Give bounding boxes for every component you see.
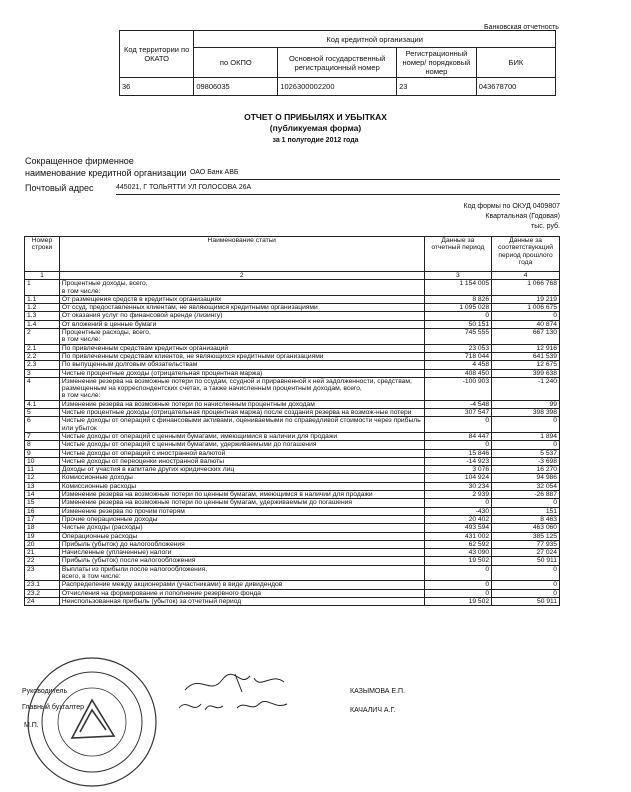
income-statement-table [24, 236, 560, 606]
row-name: Доходы от участия в капитале других юридических лиц [59, 466, 424, 474]
row-current-value: 15 846 [424, 449, 492, 457]
row-number: 15 [25, 499, 60, 507]
row-name: Чистые процентные доходы (отрицательная процентная маржа) [59, 369, 424, 377]
row-number: 2.2 [25, 352, 60, 360]
row-current-value: 3 076 [424, 466, 492, 474]
row-number: 18 [25, 524, 60, 532]
row-previous-value: 94 986 [492, 474, 560, 482]
row-name: По привлеченным средствам клиентов, не являющихся кредитными организациями [59, 352, 424, 360]
row-number: 24 [25, 597, 60, 605]
row-current-value: 19 502 [424, 557, 492, 565]
okud-code: Код формы по ОКУД 0409807 [463, 203, 560, 210]
row-previous-value: 16 270 [492, 466, 560, 474]
row-number: 19 [25, 532, 60, 540]
table-row [25, 466, 560, 474]
row-name: Чистые процентные доходы (отрицательная процентная маржа) после создания резерва на возмож-ные потери [59, 409, 424, 417]
row-current-value: 50 151 [424, 320, 492, 328]
row-current-value: 0 [424, 581, 492, 589]
row-name: Процентные расходы, всего, в том числе: [59, 329, 424, 345]
table-row [25, 377, 560, 400]
row-number: 22 [25, 557, 60, 565]
row-current-value: 1 154 005 [424, 280, 492, 296]
table-row [25, 320, 560, 328]
table-row [25, 491, 560, 499]
row-number: 2.3 [25, 361, 60, 369]
row-previous-value: 641 539 [492, 352, 560, 360]
row-current-value: 408 450 [424, 369, 492, 377]
ogrn-value: 1026300002200 [278, 78, 397, 96]
row-previous-value: 385 125 [492, 532, 560, 540]
row-previous-value: 99 [492, 400, 560, 408]
row-previous-value: 0 [492, 581, 560, 589]
row-current-value: 19 502 [424, 597, 492, 605]
row-number: 1 [25, 280, 60, 296]
col-header-number: Номер строки [25, 237, 60, 272]
table-row [25, 457, 560, 465]
table-row [25, 597, 560, 605]
row-number: 7 [25, 432, 60, 440]
col-num-1: 1 [25, 272, 60, 280]
table-row [25, 304, 560, 312]
table-row [25, 532, 560, 540]
row-previous-value: 50 911 [492, 597, 560, 605]
row-current-value: 4 458 [424, 361, 492, 369]
row-number: 14 [25, 491, 60, 499]
row-name: Чистые доходы от операций с иностранной валютой [59, 449, 424, 457]
head-label: Руководитель [22, 688, 68, 695]
row-number: 1.2 [25, 304, 60, 312]
table-row [25, 557, 560, 565]
row-previous-value: 463 060 [492, 524, 560, 532]
row-name: Прибыль (убыток) до налогообложения [59, 540, 424, 548]
row-number: 1.1 [25, 295, 60, 303]
report-title: ОТЧЕТ О ПРИБЫЛЯХ И УБЫТКАХ [244, 112, 387, 122]
row-previous-value: 5 537 [492, 449, 560, 457]
col-num-2: 2 [59, 272, 424, 280]
okato-value: 36 [120, 78, 194, 96]
row-current-value: -100 903 [424, 377, 492, 400]
row-name: Неиспользованная прибыль (убыток) за отчетный период [59, 597, 424, 605]
row-number: 4 [25, 377, 60, 400]
row-previous-value: 0 [492, 589, 560, 597]
row-previous-value: 27 024 [492, 549, 560, 557]
row-current-value: 23 053 [424, 344, 492, 352]
row-previous-value: 12 916 [492, 344, 560, 352]
table-row [25, 515, 560, 523]
table-row [25, 441, 560, 449]
row-number: 6 [25, 417, 60, 433]
row-number: 13 [25, 482, 60, 490]
row-previous-value: -1 240 [492, 377, 560, 400]
col-header-previous: Данные за соответствующий период прошлого года [492, 237, 560, 272]
row-current-value: -4 548 [424, 400, 492, 408]
row-current-value: -14 923 [424, 457, 492, 465]
table-row [25, 565, 560, 581]
row-number: 8 [25, 441, 60, 449]
row-number: 10 [25, 457, 60, 465]
row-previous-value: 32 054 [492, 482, 560, 490]
row-current-value: 745 555 [424, 329, 492, 345]
codes-table [119, 30, 556, 96]
accountant-signature [175, 694, 295, 718]
address-label: Почтовый адрес [25, 183, 94, 193]
row-name: От вложений в ценные бумаги [59, 320, 424, 328]
row-previous-value: 12 675 [492, 361, 560, 369]
row-number: 4.1 [25, 400, 60, 408]
table-row [25, 409, 560, 417]
row-current-value: 1 095 028 [424, 304, 492, 312]
row-current-value: 62 592 [424, 540, 492, 548]
row-previous-value: 399 638 [492, 369, 560, 377]
row-current-value: 30 234 [424, 482, 492, 490]
row-name: Изменение резерва на возможные потери по ссудам, ссудной и приравненной к ней задолженности, средствам, размещенным на корреспондентских счетах, а также начисленным процентным доходам, всего, в том числе: [59, 377, 424, 400]
row-name: Изменение резерва на возможные потери по ценным бумагам, удерживаемым до погашения [59, 499, 424, 507]
report-period: за 1 полугодие 2012 года [272, 137, 359, 144]
row-previous-value: -26 887 [492, 491, 560, 499]
row-number: 16 [25, 507, 60, 515]
row-previous-value: 77 935 [492, 540, 560, 548]
row-current-value: 43 090 [424, 549, 492, 557]
table-row [25, 540, 560, 548]
row-previous-value: 0 [492, 565, 560, 581]
col-num-4: 4 [492, 272, 560, 280]
row-current-value: 2 939 [424, 491, 492, 499]
row-name: Изменение резерва на возможные потери по начисленным процентным доходам [59, 400, 424, 408]
row-number: 9 [25, 449, 60, 457]
table-row [25, 329, 560, 345]
row-number: 20 [25, 540, 60, 548]
table-row [25, 280, 560, 296]
bank-seal-stamp [22, 650, 162, 790]
row-current-value: 104 924 [424, 474, 492, 482]
row-current-value: 84 447 [424, 432, 492, 440]
col-header-name: Наименование статьи [59, 237, 424, 272]
short-name-value: ОАО Банк АВБ [190, 169, 560, 180]
row-number: 23.2 [25, 589, 60, 597]
row-number: 1.4 [25, 320, 60, 328]
regnum-header: Регистрационный номер/ порядковый номер [397, 48, 477, 78]
table-row [25, 499, 560, 507]
row-current-value: 8 826 [424, 295, 492, 303]
row-current-value: 0 [424, 589, 492, 597]
row-current-value: 0 [424, 441, 492, 449]
row-number: 3 [25, 369, 60, 377]
col-num-3: 3 [424, 272, 492, 280]
row-previous-value: 1 006 675 [492, 304, 560, 312]
report-subtitle: (публикуемая форма) [269, 123, 362, 133]
mp-label: М.П. [24, 722, 39, 729]
row-previous-value: 0 [492, 499, 560, 507]
row-name: Операционные расходы [59, 532, 424, 540]
row-name: Прибыль (убыток) после налогообложения [59, 557, 424, 565]
row-name: Чистые доходы от операций с финансовыми активами, оцениваемыми по справедливой стоимости через прибыль или убыток [59, 417, 424, 433]
row-previous-value: 0 [492, 312, 560, 320]
row-current-value: 718 044 [424, 352, 492, 360]
row-number: 23 [25, 565, 60, 581]
table-row [25, 449, 560, 457]
row-name: Изменение резерва на возможные потери по ценным бумагам, имеющимся в наличии для продажи [59, 491, 424, 499]
row-current-value: 493 594 [424, 524, 492, 532]
row-previous-value: 1 066 768 [492, 280, 560, 296]
short-name-label-1: Сокращенное фирменное [25, 156, 134, 166]
row-previous-value: 40 874 [492, 320, 560, 328]
row-name: Распределение между акционерами (участниками) в виде дивидендов [59, 581, 424, 589]
table-row [25, 432, 560, 440]
row-number: 17 [25, 515, 60, 523]
accountant-name: КАЧАЛИЧ А.Г. [350, 707, 396, 714]
row-number: 11 [25, 466, 60, 474]
row-previous-value: 667 130 [492, 329, 560, 345]
table-row [25, 589, 560, 597]
okpo-value: 09806035 [194, 78, 278, 96]
units: тыс. руб. [531, 223, 560, 230]
ogrn-header: Основной государственный регистрационный номер [278, 48, 397, 78]
bik-header: БИК [476, 48, 555, 78]
report-type-label: Банковская отчетность [484, 24, 559, 31]
row-name: Комиссионные доходы [59, 474, 424, 482]
table-row [25, 361, 560, 369]
col-header-current: Данные за отчетный период [424, 237, 492, 272]
okpo-header: по ОКПО [194, 48, 278, 78]
table-row [25, 549, 560, 557]
row-name: От оказания услуг по финансовой аренде (лизингу) [59, 312, 424, 320]
row-name: Чистые доходы от операций с ценными бумагами, удерживаемыми до погашения [59, 441, 424, 449]
table-row [25, 482, 560, 490]
row-number: 12 [25, 474, 60, 482]
row-name: От размещения средств в кредитных организациях [59, 295, 424, 303]
table-body [25, 280, 560, 606]
row-name: Выплаты из прибыли после налогообложения, всего, в том числе: [59, 565, 424, 581]
table-row [25, 312, 560, 320]
row-previous-value: 50 911 [492, 557, 560, 565]
row-name: Процентные доходы, всего, в том числе: [59, 280, 424, 296]
table-row [25, 581, 560, 589]
row-name: Чистые доходы от переоценки иностранной валюты [59, 457, 424, 465]
row-current-value: 0 [424, 499, 492, 507]
row-previous-value: 1 894 [492, 432, 560, 440]
table-row [25, 369, 560, 377]
row-number: 2 [25, 329, 60, 345]
row-previous-value: 398 398 [492, 409, 560, 417]
table-row [25, 524, 560, 532]
row-previous-value: 0 [492, 417, 560, 433]
row-current-value: 0 [424, 565, 492, 581]
row-name: Чистые доходы (расходы) [59, 524, 424, 532]
row-number: 1.3 [25, 312, 60, 320]
row-current-value: 431 002 [424, 532, 492, 540]
row-number: 5 [25, 409, 60, 417]
head-name: КАЗЫМОВА Е.П. [350, 688, 406, 695]
row-previous-value: 19 219 [492, 295, 560, 303]
table-row [25, 400, 560, 408]
row-name: Комиссионные расходы [59, 482, 424, 490]
address-value: 445021, Г ТОЛЬЯТТИ УЛ ГОЛОСОВА 26А [116, 184, 560, 195]
table-row [25, 344, 560, 352]
row-name: Начисленные (уплаченные) налоги [59, 549, 424, 557]
row-current-value: 0 [424, 312, 492, 320]
row-name: По привлеченным средствам кредитных организаций [59, 344, 424, 352]
row-previous-value: -3 698 [492, 457, 560, 465]
regnum-value: 23 [397, 78, 477, 96]
accountant-label: Главный бухгалтер [22, 704, 84, 711]
row-current-value: -430 [424, 507, 492, 515]
row-number: 2.1 [25, 344, 60, 352]
table-row [25, 295, 560, 303]
row-name: Чистые доходы от операций с ценными бумагами, имеющимися в наличии для продажи [59, 432, 424, 440]
table-row [25, 352, 560, 360]
row-current-value: 0 [424, 417, 492, 433]
row-name: Отчисления на формирование и пополнение резервного фонда [59, 589, 424, 597]
row-name: Изменение резерва по прочим потерям [59, 507, 424, 515]
row-current-value: 307 547 [424, 409, 492, 417]
periodicity: Квартальная (Годовая) [485, 213, 560, 220]
row-previous-value: 151 [492, 507, 560, 515]
short-name-label-2: наименование кредитной организации [25, 168, 187, 178]
table-row [25, 507, 560, 515]
row-current-value: 20 402 [424, 515, 492, 523]
okato-header: Код территории по ОКАТО [120, 31, 194, 78]
table-row [25, 417, 560, 433]
row-name: Прочие операционные доходы [59, 515, 424, 523]
row-number: 23.1 [25, 581, 60, 589]
row-name: По выпущенным долговым обязательствам [59, 361, 424, 369]
row-previous-value: 8 463 [492, 515, 560, 523]
row-name: От ссуд, предоставленных клиентам, не являющимся кредитными организациями [59, 304, 424, 312]
row-previous-value: 0 [492, 441, 560, 449]
credit-org-header: Код кредитной организации [194, 31, 556, 48]
table-row [25, 474, 560, 482]
bik-value: 043678700 [476, 78, 555, 96]
row-number: 21 [25, 549, 60, 557]
